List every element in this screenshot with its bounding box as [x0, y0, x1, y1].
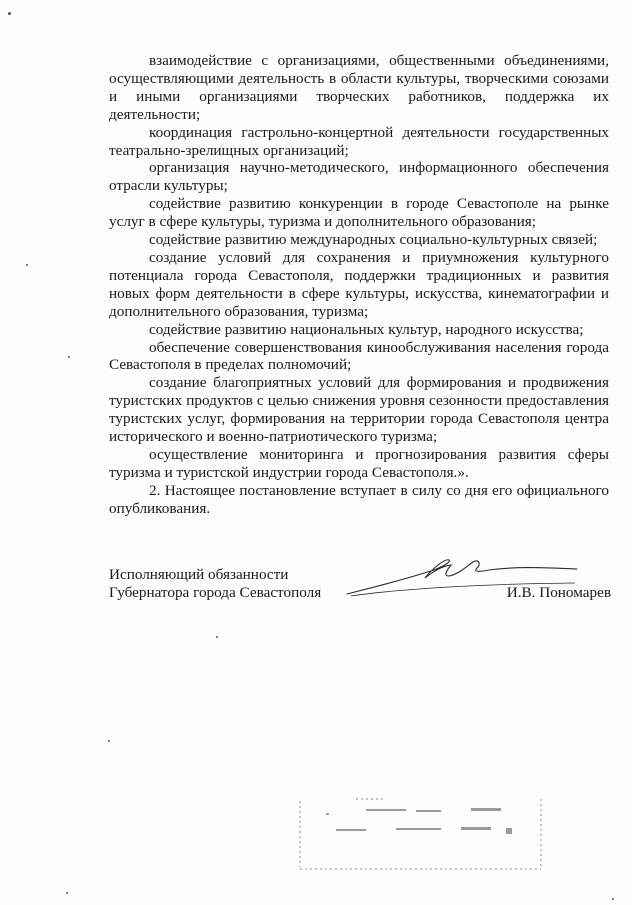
scan-speck — [66, 892, 68, 894]
paragraph-interaction-organizations: взаимодействие с организациями, общественными объединениями, осуществляющими деятельность в области культуры, творческими союзами и иными организациями творческих работников, поддержка их деятельности; — [109, 52, 609, 123]
paragraph-tourism-monitoring: осуществление мониторинга и прогнозирования развития сферы туризма и туристской индустрии города Севастополя.». — [109, 445, 609, 481]
paragraph-methodical-support: организация научно-методического, информационного обеспечения отрасли культуры; — [109, 159, 609, 195]
scan-speck — [612, 898, 614, 900]
paragraph-cultural-potential: создание условий для сохранения и приумножения культурного потенциала города Севастополя, поддержки традиционных и развития новых форм деятельности в сфере культуры, искусства, кинематографии и дополнительного образования, туризма; — [109, 248, 609, 320]
signature-block — [109, 566, 614, 626]
signatory-position-line2: Губернатора города Севастополя — [109, 584, 322, 601]
scan-speck — [68, 356, 70, 358]
paragraph-national-cultures: содействие развитию национальных культур, народного искусства; — [149, 320, 584, 338]
signatory-position-line1: Исполняющий обязанности — [109, 566, 289, 583]
scan-speck — [108, 740, 110, 742]
document-body — [109, 52, 609, 518]
paragraph-effective-date: 2. Настоящее постановление вступает в силу со дня его официального опубликования. — [109, 481, 609, 517]
scan-speck — [8, 12, 11, 15]
signatory-name: И.В. Пономарев — [506, 584, 611, 601]
paragraph-cinema-service: обеспечение совершенствования кинообслуживания населения города Севастополя в пределах полномочий; — [109, 338, 609, 374]
handwritten-signature-icon — [339, 556, 579, 601]
paragraph-international-ties: содействие развитию международных социально-культурных связей; — [149, 231, 598, 249]
paragraph-competition: содействие развитию конкуренции в городе Севастополе на рынке услуг в сфере культуры, туризма и дополнительного образования; — [109, 195, 609, 231]
paragraph-tour-coordination: координация гастрольно-концертной деятельности государственных театрально-зрелищных организаций; — [109, 123, 609, 159]
scan-speck — [216, 636, 218, 638]
paragraph-tourism-products: создание благоприятных условий для формирования и продвижения туристских продуктов с целью снижения уровня сезонности предоставления туристских услуг, формирования на территории города Севастополя центра исторического и военно-патриотического туризма; — [109, 374, 609, 446]
faded-stamp-icon — [296, 795, 546, 875]
scan-speck — [26, 264, 28, 266]
